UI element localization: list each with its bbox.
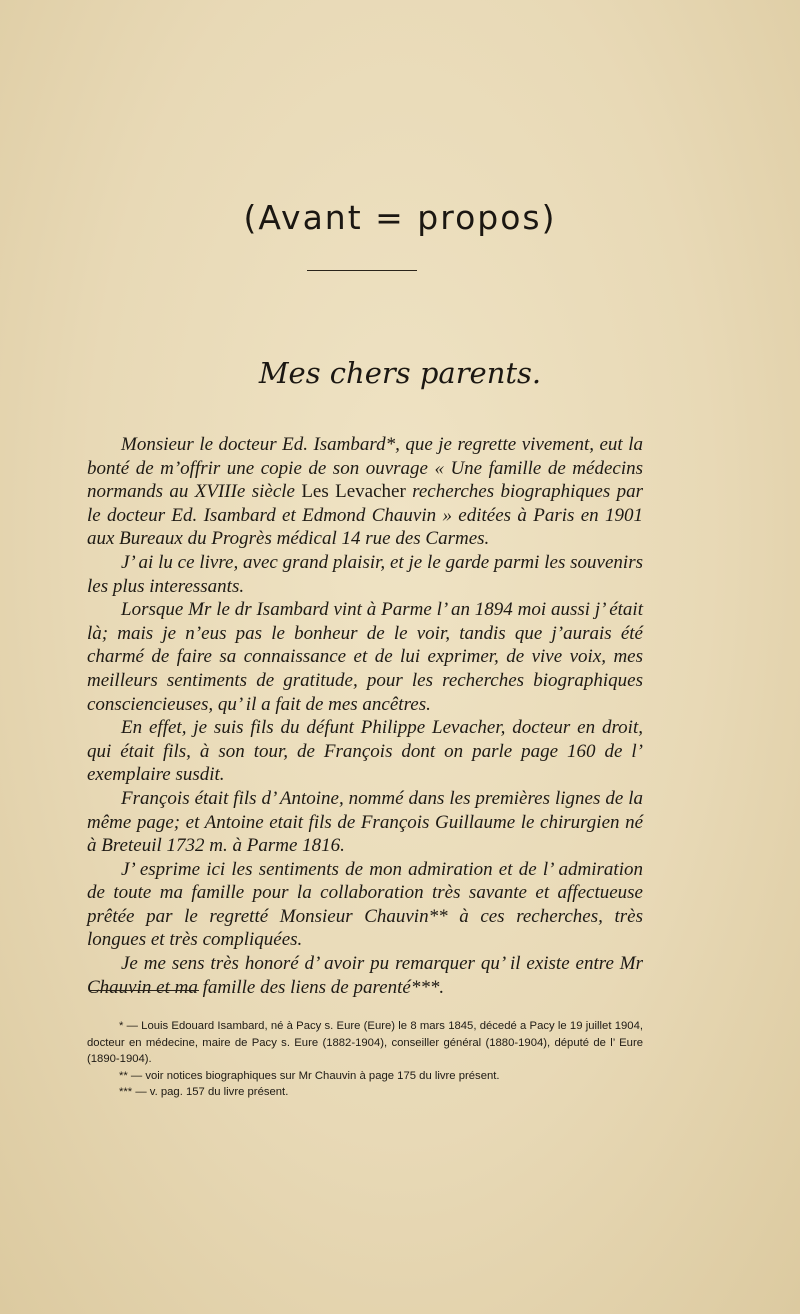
footnote-2: ** — voir notices biographiques sur Mr Chauvin à page 175 du livre présent. (119, 1069, 500, 1082)
paragraph-1 (87, 433, 643, 551)
title-divider (307, 270, 417, 271)
paragraph-5: François était fils d’ Antoine, nommé dans les premières lignes de la même page; et Antoine etait fils de François Guillaume le chirurgien né à Breteuil 1732 m. à Parme 1816. (87, 787, 643, 857)
footnote-divider (89, 990, 199, 991)
paragraph-1-book-title: Les Levacher (301, 481, 406, 503)
paragraph-2: J’ ai lu ce livre, avec grand plaisir, et je le garde parmi les souvenirs les plus interessants. (87, 551, 643, 597)
letter-body (87, 433, 643, 999)
page-title: (Avant = propos) (243, 198, 557, 237)
paragraph-1-part-a: Monsieur le docteur Ed. Isambard*, que je regrette vivement, eut la bonté de m’offrir une copie de son ouvrage « Une famille de médecins normands au XVIIIe siècle (87, 434, 643, 503)
footnotes (87, 1018, 643, 1101)
paragraph-7: Je me sens très honoré d’ avoir pu remarquer qu’ il existe entre Mr Chauvin et ma famille des liens de parenté***. (87, 953, 643, 998)
paragraph-6: J’ esprime ici les sentiments de mon admiration et de l’ admiration de toute ma famille pour la collaboration très savante et affectueuse prêtée par le regretté Monsieur Chauvin** à ces recherches, très longues et très compliquées. (87, 858, 643, 951)
paragraph-4: En effet, je suis fils du défunt Philippe Levacher, docteur en droit, qui était fils, à son tour, de François dont on parle page 160 de l’ exemplaire susdit. (87, 717, 643, 786)
paragraph-1-part-c: recherches biographiques par le docteur Ed. Isambard et Edmond Chauvin » editées à Paris en 1901 aux Bureaux du Progrès médical 14 rue des Carmes. (87, 481, 643, 550)
salutation: Mes chers parents. (258, 356, 542, 390)
paragraph-3: Lorsque Mr le dr Isambard vint à Parme l’ an 1894 moi aussi j’ était là; mais je n’eus pas le bonheur de le voir, tandis que j’aurais été charmé de faire sa connaissance et de lui exprimer, de vive voix, mes meilleurs sentiments de gratitude, pour les recherches biographiques consciencieuses, qu’ il a fait de mes ancêtres. (87, 599, 643, 715)
footnote-1: * — Louis Edouard Isambard, né à Pacy s. Eure (Eure) le 8 mars 1845, décedé a Pacy le 19 juillet 1904, docteur en médecine, maire de Pacy s. Eure (1882-1904), conseiller général (1880-1904), député de l’ Eure (1890-1904). (87, 1020, 643, 1065)
footnote-3: *** — v. pag. 157 du livre présent. (119, 1086, 289, 1098)
